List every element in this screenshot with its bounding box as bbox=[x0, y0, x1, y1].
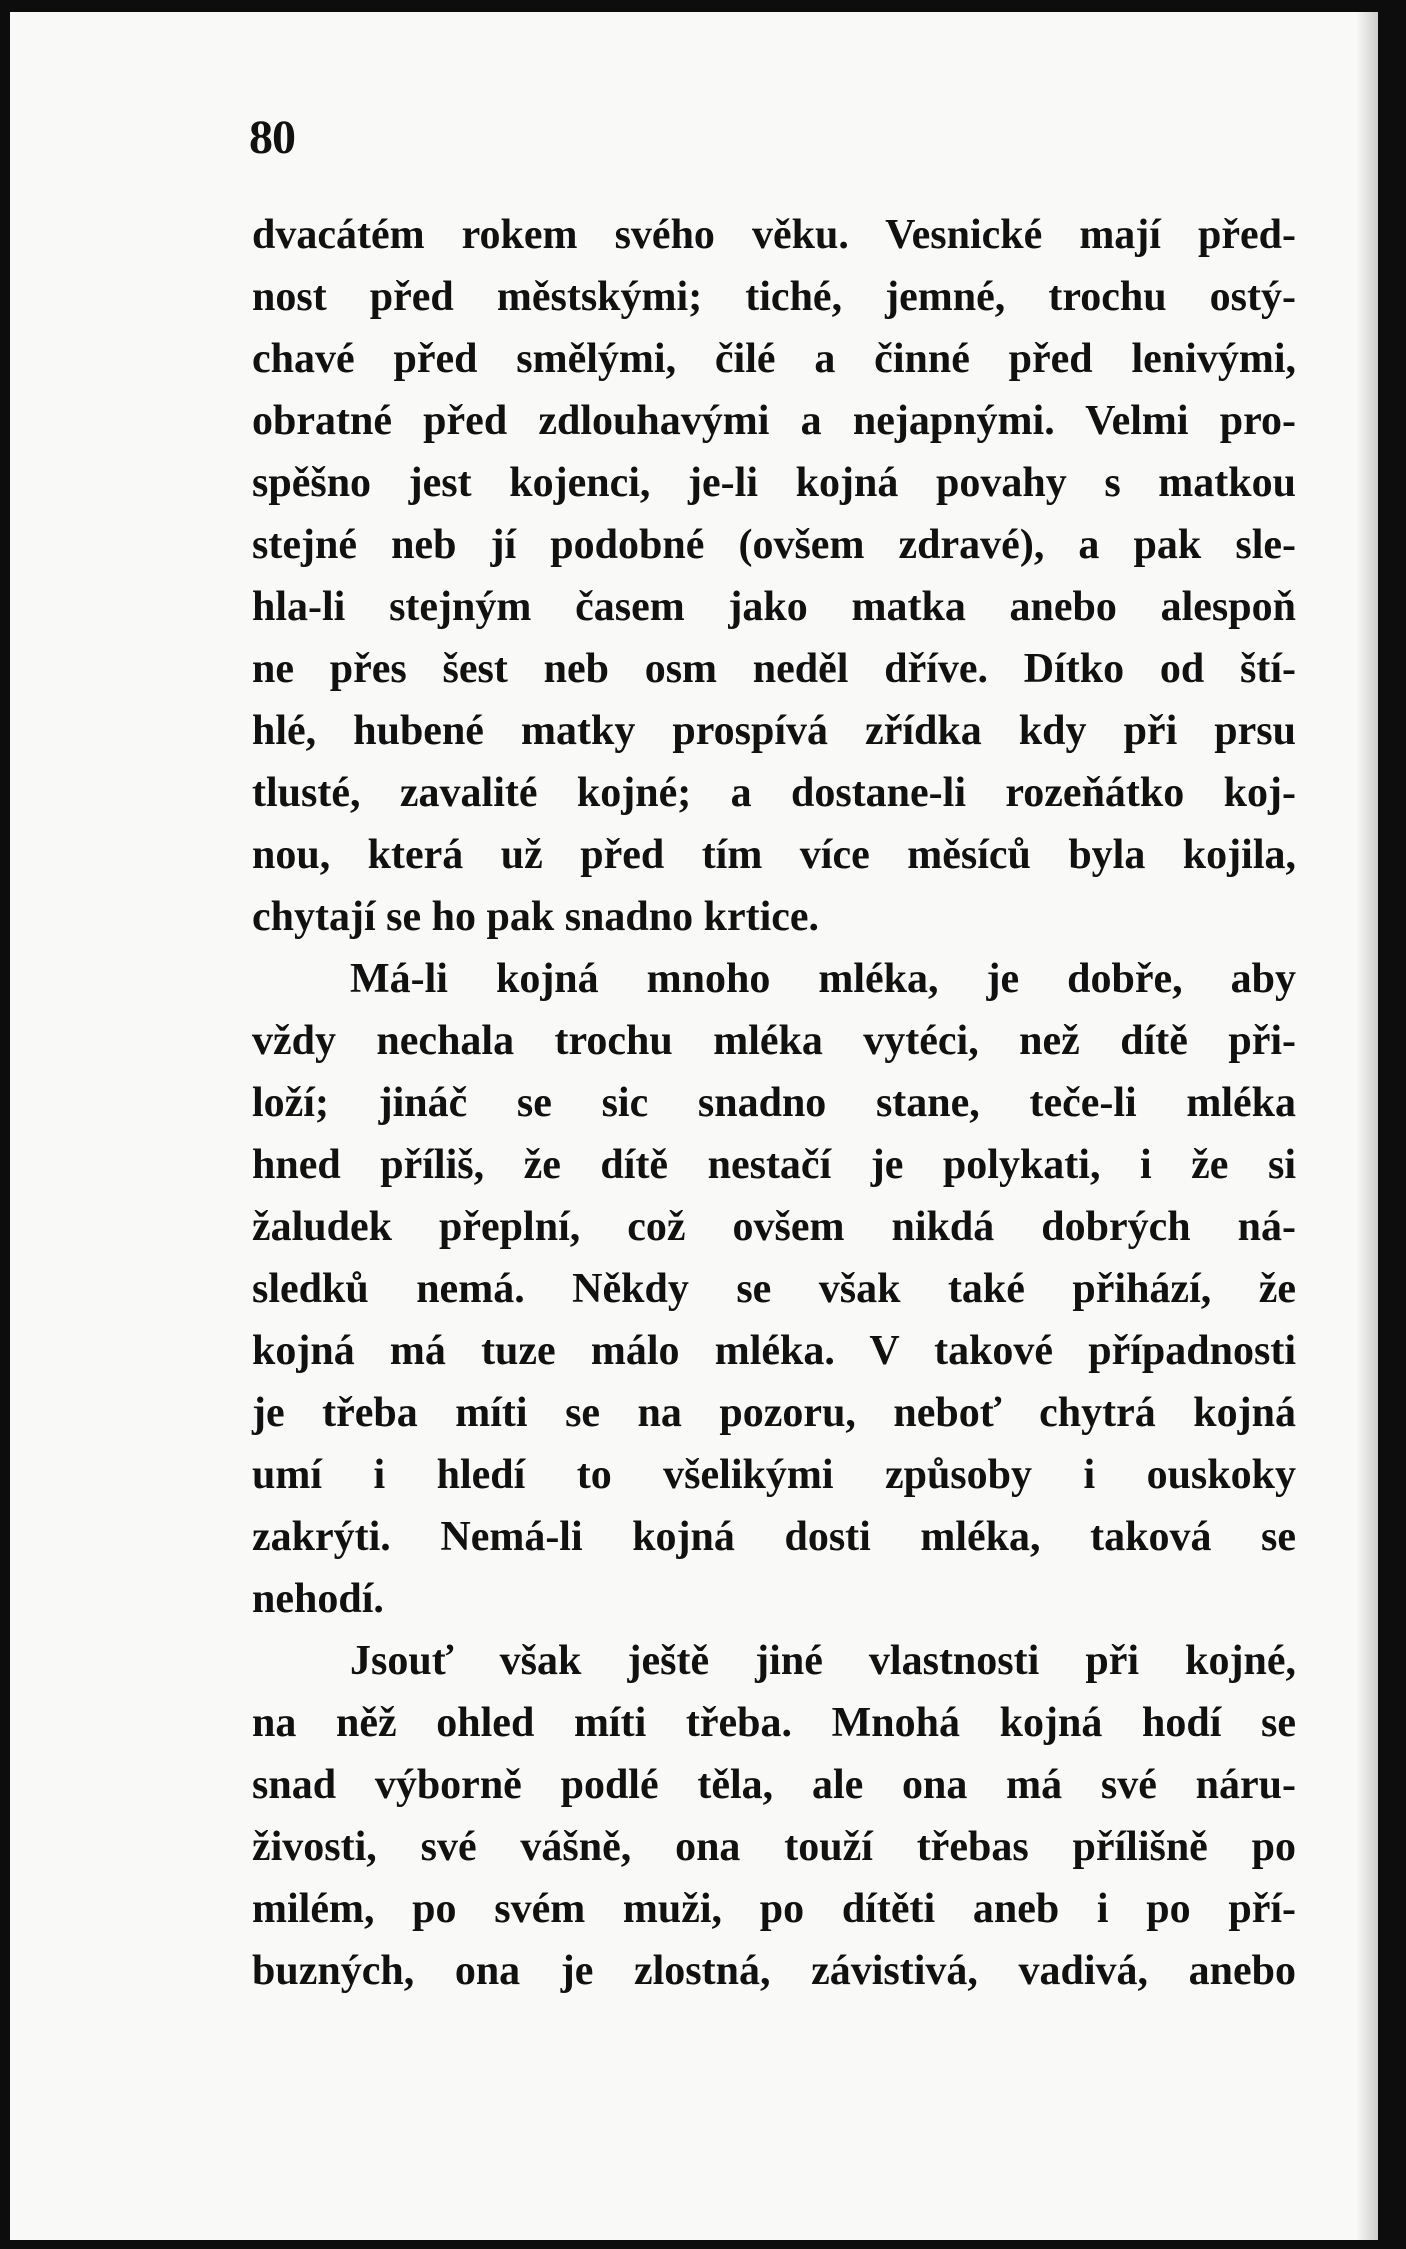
text-line: dvacátém rokem svého věku. Vesnické mají před- bbox=[252, 212, 1296, 258]
text-line: umí i hledí to všelikými způsoby i ouskoky bbox=[252, 1452, 1296, 1498]
text-line: vždy nechala trochu mléka vytéci, než dítě při- bbox=[252, 1018, 1296, 1064]
text-line: chavé před smělými, čilé a činné před lenivými, bbox=[252, 336, 1296, 382]
page-number: 80 bbox=[249, 111, 295, 164]
text-line: tlusté, zavalité kojné; a dostane-li rozeňátko koj- bbox=[252, 770, 1296, 816]
text-line: hlé, hubené matky prospívá zřídka kdy při prsu bbox=[252, 708, 1296, 754]
text-line: žaludek přeplní, což ovšem nikdá dobrých ná- bbox=[252, 1204, 1296, 1250]
text-line: Jsouť však ještě jiné vlastnosti při kojné, bbox=[350, 1638, 1296, 1684]
text-line: zakrýti. Nemá-li kojná dosti mléka, taková se bbox=[252, 1514, 1296, 1560]
text-line: kojná má tuze málo mléka. V takové případnosti bbox=[252, 1328, 1296, 1374]
text-line: nost před městskými; tiché, jemné, trochu ostý- bbox=[252, 274, 1296, 320]
text-line: sledků nemá. Někdy se však také přihází, že bbox=[252, 1266, 1296, 1312]
text-line: nou, která už před tím více měsíců byla kojila, bbox=[252, 832, 1296, 878]
text-line: spěšno jest kojenci, je-li kojná povahy s matkou bbox=[252, 460, 1296, 506]
text-line: nehodí. bbox=[252, 1576, 384, 1622]
text-line: obratné před zdlouhavými a nejapnými. Velmi pro- bbox=[252, 398, 1296, 444]
text-line: loží; jináč se sic snadno stane, teče-li mléka bbox=[252, 1080, 1296, 1126]
text-line: hned příliš, že dítě nestačí je polykati, i že si bbox=[252, 1142, 1296, 1188]
body-text bbox=[252, 204, 1296, 2002]
text-line: je třeba míti se na pozoru, neboť chytrá kojná bbox=[252, 1390, 1296, 1436]
text-line: hla-li stejným časem jako matka anebo alespoň bbox=[252, 584, 1296, 630]
text-line: milém, po svém muži, po dítěti aneb i po pří- bbox=[252, 1886, 1296, 1932]
text-line: živosti, své vášně, ona touží třebas přílišně po bbox=[252, 1824, 1296, 1870]
text-line: chytají se ho pak snadno krtice. bbox=[252, 894, 820, 940]
text-line: Má-li kojná mnoho mléka, je dobře, aby bbox=[350, 956, 1296, 1002]
text-line: na něž ohled míti třeba. Mnohá kojná hodí se bbox=[252, 1700, 1296, 1746]
text-line: buzných, ona je zlostná, závistivá, vadivá, anebo bbox=[252, 1948, 1296, 1994]
text-line: snad výborně podlé těla, ale ona má své náru- bbox=[252, 1762, 1296, 1808]
page-edge-shadow bbox=[1356, 12, 1378, 2240]
text-line: stejné neb jí podobné (ovšem zdravé), a pak sle- bbox=[252, 522, 1296, 568]
book-page bbox=[10, 12, 1378, 2240]
text-line: ne přes šest neb osm neděl dříve. Dítko od ští- bbox=[252, 646, 1296, 692]
